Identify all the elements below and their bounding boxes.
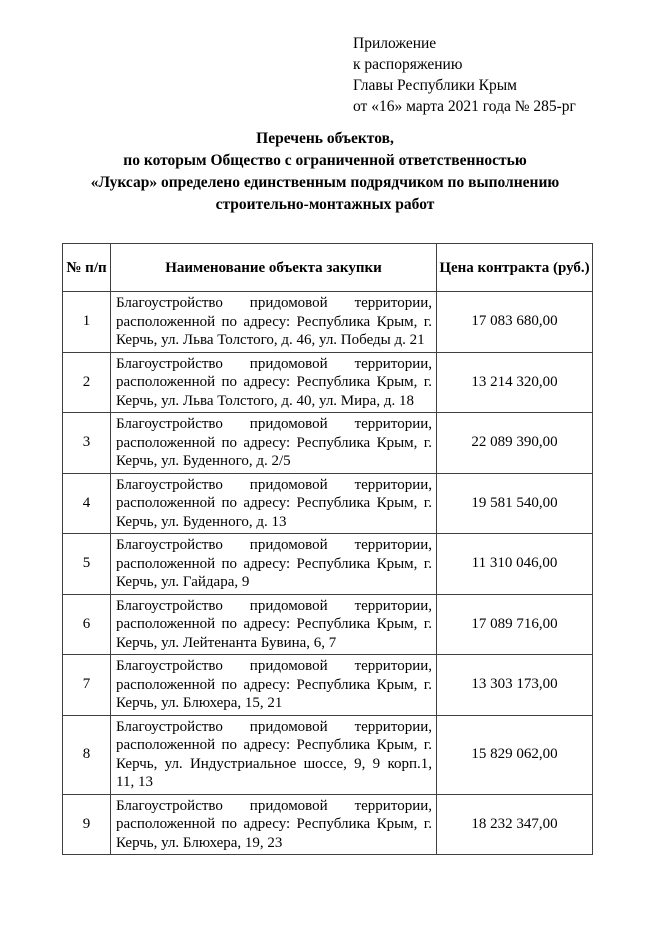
object-name-cell: Благоустройство придомовой территории, расположенной по адресу: Республика Крым, г. Керчь, ул. Льва Толстого, д. 40, ул. Мира, д. 18 xyxy=(111,352,437,413)
table-row xyxy=(63,352,593,413)
table-row xyxy=(63,794,593,855)
contract-price-cell: 19 581 540,00 xyxy=(437,473,593,534)
annex-line: Главы Республики Крым xyxy=(353,77,517,94)
row-number-cell: 3 xyxy=(63,413,111,474)
column-header-number: № п/п xyxy=(63,244,111,292)
object-name-cell: Благоустройство придомовой территории, расположенной по адресу: Республика Крым, г. Керчь, ул. Блюхера, 15, 21 xyxy=(111,655,437,716)
object-name-cell: Благоустройство придомовой территории, расположенной по адресу: Республика Крым, г. Керчь, ул. Буденного, д. 2/5 xyxy=(111,413,437,474)
row-number-cell: 6 xyxy=(63,594,111,655)
object-name-cell: Благоустройство придомовой территории, расположенной по адресу: Республика Крым, г. Керчь, ул. Буденного, д. 13 xyxy=(111,473,437,534)
contract-price-cell: 17 089 716,00 xyxy=(437,594,593,655)
title-line: Перечень объектов, xyxy=(256,130,394,147)
contract-price-cell: 22 089 390,00 xyxy=(437,413,593,474)
contract-price-cell: 15 829 062,00 xyxy=(437,715,593,794)
annex-line: к распоряжению xyxy=(353,56,463,73)
row-number-cell: 5 xyxy=(63,534,111,595)
object-name-cell: Благоустройство придомовой территории, расположенной по адресу: Республика Крым, г. Керчь, ул. Блюхера, 19, 23 xyxy=(111,794,437,855)
row-number-cell: 1 xyxy=(63,292,111,353)
contract-price-cell: 17 083 680,00 xyxy=(437,292,593,353)
table-row xyxy=(63,655,593,716)
table-row xyxy=(63,534,593,595)
table-header xyxy=(63,244,593,292)
objects-table-wrap xyxy=(62,243,593,855)
row-number-cell: 8 xyxy=(63,715,111,794)
row-number-cell: 2 xyxy=(63,352,111,413)
row-number-cell: 9 xyxy=(63,794,111,855)
contract-price-cell: 13 214 320,00 xyxy=(437,352,593,413)
object-name-cell: Благоустройство придомовой территории, расположенной по адресу: Республика Крым, г. Керчь, ул. Льва Толстого, д. 46, ул. Победы д. 21 xyxy=(111,292,437,353)
table-row xyxy=(63,413,593,474)
contract-price-cell: 13 303 173,00 xyxy=(437,655,593,716)
title-line: строительно-монтажных работ xyxy=(215,196,435,213)
objects-table xyxy=(62,243,593,855)
annex-line: от «16» марта 2021 года № 285-рг xyxy=(353,98,576,115)
table-body xyxy=(63,292,593,855)
contract-price-cell: 18 232 347,00 xyxy=(437,794,593,855)
table-header-row xyxy=(63,244,593,292)
table-row xyxy=(63,594,593,655)
table-row xyxy=(63,292,593,353)
row-number-cell: 7 xyxy=(63,655,111,716)
title-line: по которым Общество с ограниченной ответственностью xyxy=(123,152,527,169)
table-row xyxy=(63,715,593,794)
row-number-cell: 4 xyxy=(63,473,111,534)
document-title xyxy=(0,128,650,216)
object-name-cell: Благоустройство придомовой территории, расположенной по адресу: Республика Крым, г. Керчь, ул. Гайдара, 9 xyxy=(111,534,437,595)
annex-header xyxy=(353,33,576,117)
column-header-object-name: Наименование объекта закупки xyxy=(111,244,437,292)
annex-line: Приложение xyxy=(353,35,437,52)
contract-price-cell: 11 310 046,00 xyxy=(437,534,593,595)
table-row xyxy=(63,473,593,534)
column-header-contract-price: Цена контракта (руб.) xyxy=(437,244,593,292)
object-name-cell: Благоустройство придомовой территории, расположенной по адресу: Республика Крым, г. Керчь, ул. Индустриальное шоссе, 9, 9 корп.1, 11, 13 xyxy=(111,715,437,794)
object-name-cell: Благоустройство придомовой территории, расположенной по адресу: Республика Крым, г. Керчь, ул. Лейтенанта Бувина, 6, 7 xyxy=(111,594,437,655)
title-line: «Луксар» определено единственным подрядчиком по выполнению xyxy=(90,174,560,191)
